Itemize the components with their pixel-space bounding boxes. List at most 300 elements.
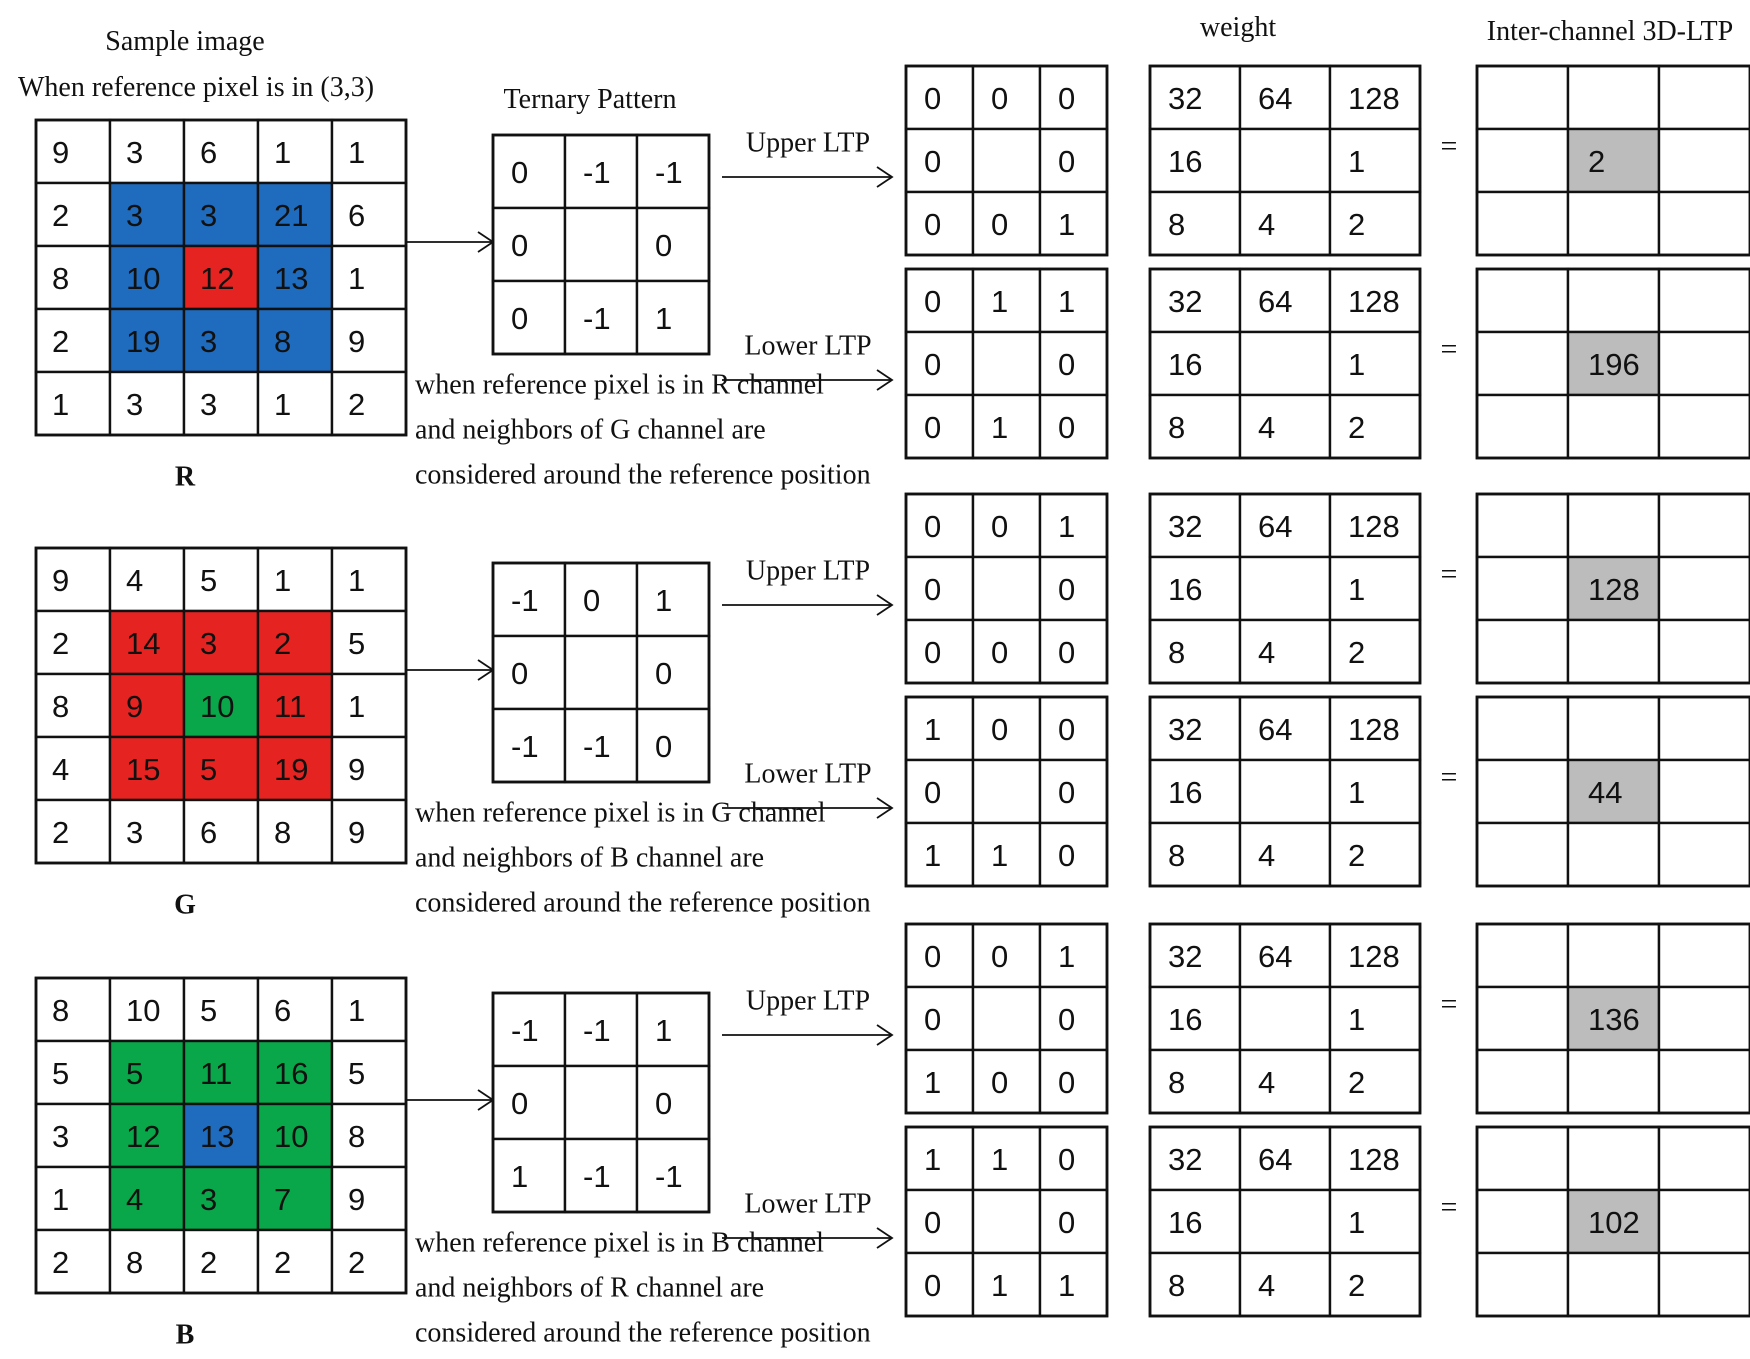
sample-matrix-b <box>36 978 406 1293</box>
upper-binary-pattern-cell <box>973 557 1040 620</box>
lower-binary-pattern <box>906 697 1107 886</box>
upper-ltp-result <box>1477 924 1750 1113</box>
sample-matrix-g-cell <box>110 674 184 737</box>
caption-line: when reference pixel is in G channel <box>415 797 826 829</box>
ternary-pattern-b-cell <box>637 1066 709 1139</box>
upper-binary-pattern-value: 0 <box>991 207 1009 242</box>
upper-ltp-arrow <box>722 167 892 187</box>
lower-weight-matrix-cell <box>1330 332 1420 395</box>
upper-ltp-arrow <box>722 1025 892 1045</box>
sample-matrix-b-cell <box>36 1104 110 1167</box>
ternary-pattern-g-value: 0 <box>511 656 529 691</box>
lower-weight-matrix-cell <box>1240 823 1330 886</box>
upper-binary-pattern-value: 1 <box>1058 207 1076 242</box>
upper-weight-matrix-cell <box>1240 192 1330 255</box>
lower-binary-pattern-value: 1 <box>991 284 1009 319</box>
sample-matrix-g-cell <box>184 548 258 611</box>
ternary-pattern-r-value: 1 <box>655 301 673 336</box>
lower-ltp-label: Lower LTP <box>744 330 872 362</box>
upper-weight-matrix-cell <box>1150 620 1240 683</box>
sample-matrix-g-value: 10 <box>200 689 235 724</box>
upper-ltp-result-cell <box>1659 1050 1750 1113</box>
sample-matrix-b-cell <box>332 978 406 1041</box>
upper-weight-matrix-cell <box>1330 192 1420 255</box>
lower-ltp-result-cell <box>1477 760 1568 823</box>
upper-ltp-result-cell <box>1568 66 1659 129</box>
ternary-pattern-r-value: 0 <box>511 155 529 190</box>
upper-ltp-result-cell <box>1568 129 1659 192</box>
lower-ltp-result-cell <box>1477 697 1568 760</box>
upper-weight-matrix-value: 1 <box>1348 1002 1366 1037</box>
upper-weight-matrix-value: 1 <box>1348 572 1366 607</box>
weight-title: weight <box>1199 12 1277 43</box>
ternary-pattern-r-value: 0 <box>655 228 673 263</box>
lower-ltp-result-cell <box>1659 269 1750 332</box>
lower-binary-pattern-value: 1 <box>991 838 1009 873</box>
sample-matrix-r-cell <box>110 120 184 183</box>
lower-ltp-result-cell <box>1568 1127 1659 1190</box>
upper-binary-pattern <box>906 494 1107 683</box>
lower-weight-matrix-value: 32 <box>1168 284 1203 319</box>
upper-binary-pattern-cell <box>973 987 1040 1050</box>
lower-binary-pattern-value: 0 <box>1058 775 1076 810</box>
upper-weight-matrix-cell <box>1330 129 1420 192</box>
lower-ltp-result-cell <box>1568 697 1659 760</box>
sample-matrix-r-cell <box>184 183 258 246</box>
sample-matrix-g-value: 1 <box>348 689 366 724</box>
upper-ltp-result-cell <box>1477 1050 1568 1113</box>
sample-matrix-g-value: 9 <box>348 815 366 850</box>
sample-matrix-b-value: 4 <box>126 1182 144 1217</box>
upper-weight-matrix-cell <box>1240 987 1330 1050</box>
sample-matrix-g-value: 1 <box>274 563 292 598</box>
lower-ltp-result-cell <box>1477 1253 1568 1316</box>
sample-matrix-b-value: 5 <box>348 1056 366 1091</box>
upper-weight-matrix-value: 64 <box>1258 939 1293 974</box>
upper-weight-matrix-cell <box>1240 129 1330 192</box>
sample-matrix-g-cell <box>110 548 184 611</box>
sample-matrix-g-value: 5 <box>200 752 218 787</box>
sample-matrix-g-value: 6 <box>200 815 218 850</box>
upper-binary-pattern-cell <box>973 129 1040 192</box>
sample-matrix-b-cell <box>110 1167 184 1230</box>
upper-weight-matrix-value: 8 <box>1168 1065 1186 1100</box>
ternary-pattern-r-cell <box>565 208 637 281</box>
upper-weight-matrix-value: 128 <box>1348 509 1400 544</box>
sample-matrix-r-value: 12 <box>200 261 235 296</box>
upper-binary-pattern-value: 0 <box>924 572 942 607</box>
upper-binary-pattern-value: 0 <box>1058 81 1076 116</box>
sample-matrix-g-value: 9 <box>126 689 144 724</box>
upper-weight-matrix-cell <box>1150 192 1240 255</box>
ternary-pattern-r-value: -1 <box>583 301 611 336</box>
ternary-pattern-b-cell <box>637 993 709 1066</box>
sample-matrix-r-cell <box>36 246 110 309</box>
lower-binary-pattern-cell <box>973 760 1040 823</box>
lower-ltp-result-cell <box>1659 1127 1750 1190</box>
ternary-pattern-r-cell <box>637 281 709 354</box>
lower-weight-matrix-value: 128 <box>1348 712 1400 747</box>
sample-matrix-g-value: 2 <box>274 626 292 661</box>
upper-binary-pattern-value: 0 <box>991 1065 1009 1100</box>
sample-matrix-g-value: 2 <box>52 626 70 661</box>
upper-weight-matrix-value: 2 <box>1348 635 1366 670</box>
sample-matrix-g-value: 5 <box>348 626 366 661</box>
upper-binary-pattern-value: 0 <box>924 635 942 670</box>
sample-image-title: Sample image <box>105 26 265 57</box>
upper-ltp-result-cell <box>1659 924 1750 987</box>
lower-weight-matrix-value: 128 <box>1348 284 1400 319</box>
ternary-pattern-b-value: -1 <box>583 1013 611 1048</box>
matrix-to-ternary-arrow <box>406 1090 493 1110</box>
lower-ltp-result-cell <box>1659 823 1750 886</box>
ternary-pattern-g-cell <box>637 636 709 709</box>
ternary-pattern-g-cell <box>637 563 709 636</box>
sample-matrix-g-cell <box>258 548 332 611</box>
sample-matrix-r-cell <box>332 120 406 183</box>
upper-ltp-result-cell <box>1659 129 1750 192</box>
channel-label-b: B <box>175 1319 195 1351</box>
sample-matrix-b-value: 5 <box>126 1056 144 1091</box>
upper-ltp-result-cell <box>1659 620 1750 683</box>
lower-binary-pattern <box>906 269 1107 458</box>
lower-ltp-result-cell <box>1477 332 1568 395</box>
lower-weight-matrix-value: 64 <box>1258 284 1293 319</box>
sample-matrix-r-cell <box>36 372 110 435</box>
sample-matrix-b-cell <box>184 1167 258 1230</box>
lower-ltp-result <box>1477 269 1750 458</box>
upper-binary-pattern-value: 0 <box>991 635 1009 670</box>
ternary-pattern-b-value: 1 <box>655 1013 673 1048</box>
sample-matrix-g-value: 4 <box>52 752 70 787</box>
upper-weight-matrix-value: 4 <box>1258 635 1276 670</box>
lower-ltp-label: Lower LTP <box>744 1188 872 1220</box>
lower-weight-matrix-value: 32 <box>1168 1142 1203 1177</box>
lower-weight-matrix-value: 16 <box>1168 775 1203 810</box>
sample-matrix-g-value: 3 <box>126 815 144 850</box>
lower-ltp-result <box>1477 1127 1750 1316</box>
sample-matrix-b-value: 9 <box>348 1182 366 1217</box>
upper-ltp-result-cell <box>1568 924 1659 987</box>
upper-weight-matrix-value: 1 <box>1348 144 1366 179</box>
upper-binary-pattern-value: 0 <box>991 509 1009 544</box>
ternary-pattern-g-value: -1 <box>511 583 539 618</box>
lower-weight-matrix-cell <box>1240 332 1330 395</box>
upper-weight-matrix-value: 128 <box>1348 939 1400 974</box>
ternary-pattern-g <box>493 563 709 782</box>
sample-matrix-g-cell <box>184 611 258 674</box>
lower-binary-pattern-cell <box>973 332 1040 395</box>
upper-binary-pattern-value: 1 <box>924 1065 942 1100</box>
upper-ltp-result-cell <box>1477 987 1568 1050</box>
sample-matrix-r-cell <box>258 372 332 435</box>
upper-weight-matrix-value: 16 <box>1168 572 1203 607</box>
sample-matrix-g-value: 11 <box>274 689 307 724</box>
ternary-pattern-r-value: 0 <box>511 301 529 336</box>
upper-binary-pattern-value: 0 <box>1058 144 1076 179</box>
upper-ltp-result-cell <box>1659 494 1750 557</box>
sample-matrix-b-cell <box>258 1167 332 1230</box>
ternary-pattern-g-cell <box>565 636 637 709</box>
ternary-pattern-b-cell <box>565 1066 637 1139</box>
sample-matrix-g-cell <box>36 737 110 800</box>
sample-matrix-g-value: 19 <box>274 752 309 787</box>
ternary-pattern-g-value: 1 <box>655 583 673 618</box>
lower-ltp-result-cell <box>1659 1190 1750 1253</box>
upper-weight-matrix-value: 2 <box>1348 207 1366 242</box>
lower-binary-pattern-value: 0 <box>1058 1205 1076 1240</box>
sample-matrix-b-cell <box>184 1230 258 1293</box>
sample-matrix-r-value: 21 <box>274 198 309 233</box>
lower-binary-pattern-cell <box>973 1190 1040 1253</box>
equals-sign: = <box>1440 557 1458 591</box>
upper-weight-matrix <box>1150 494 1420 683</box>
sample-matrix-r-cell <box>332 309 406 372</box>
upper-binary-pattern-value: 0 <box>1058 572 1076 607</box>
lower-binary-pattern-value: 0 <box>924 1205 942 1240</box>
sample-matrix-b-cell <box>36 978 110 1041</box>
upper-binary-pattern-value: 0 <box>924 144 942 179</box>
lower-binary-pattern-value: 0 <box>1058 1142 1076 1177</box>
ternary-pattern-g-cell <box>637 709 709 782</box>
ternary-pattern-g-value: 0 <box>655 729 673 764</box>
lower-binary-pattern-value: 1 <box>924 712 942 747</box>
lower-ltp-result-cell <box>1659 1253 1750 1316</box>
sample-matrix-b-cell <box>258 978 332 1041</box>
sample-matrix-b-value: 2 <box>52 1245 70 1280</box>
sample-matrix-r-cell <box>332 246 406 309</box>
sample-matrix-r-value: 3 <box>126 135 144 170</box>
ternary-pattern-b-value: 1 <box>511 1159 529 1194</box>
caption-line: considered around the reference position <box>415 1317 871 1349</box>
upper-binary-pattern-value: 0 <box>991 939 1009 974</box>
sample-matrix-b-value: 5 <box>200 993 218 1028</box>
lower-binary-pattern <box>906 1127 1107 1316</box>
sample-matrix-b-value: 3 <box>200 1182 218 1217</box>
upper-binary-pattern-value: 0 <box>924 939 942 974</box>
sample-matrix-r-cell <box>258 309 332 372</box>
ternary-pattern-r-cell <box>493 208 565 281</box>
sample-matrix-r-cell <box>36 309 110 372</box>
sample-matrix-g-value: 8 <box>52 689 70 724</box>
lower-weight-matrix-value: 8 <box>1168 1268 1186 1303</box>
lower-weight-matrix-value: 16 <box>1168 1205 1203 1240</box>
sample-matrix-r-cell <box>332 372 406 435</box>
lower-weight-matrix-cell <box>1150 1253 1240 1316</box>
ternary-pattern-r-value: 0 <box>511 228 529 263</box>
upper-binary-pattern-value: 0 <box>991 81 1009 116</box>
lower-weight-matrix-value: 1 <box>1348 347 1366 382</box>
sample-matrix-b-value: 5 <box>52 1056 70 1091</box>
lower-binary-pattern-value: 1 <box>1058 1268 1076 1303</box>
sample-matrix-r-value: 1 <box>52 387 70 422</box>
sample-matrix-r-value: 19 <box>126 324 161 359</box>
sample-matrix-b-cell <box>110 1041 184 1104</box>
lower-ltp-result-value: 102 <box>1588 1205 1640 1240</box>
ternary-pattern-b-value: -1 <box>583 1159 611 1194</box>
upper-binary-pattern-value: 1 <box>1058 509 1076 544</box>
lower-weight-matrix <box>1150 1127 1420 1316</box>
channel-label-r: R <box>174 461 196 493</box>
sample-matrix-r-cell <box>184 309 258 372</box>
lower-weight-matrix-value: 128 <box>1348 1142 1400 1177</box>
lower-ltp-result-value: 196 <box>1588 347 1640 382</box>
upper-weight-matrix-value: 32 <box>1168 81 1203 116</box>
sample-matrix-r-value: 6 <box>200 135 218 170</box>
lower-weight-matrix-value: 32 <box>1168 712 1203 747</box>
sample-matrix-b-cell <box>258 1230 332 1293</box>
lower-weight-matrix-value: 4 <box>1258 1268 1276 1303</box>
lower-ltp-result-cell <box>1568 1253 1659 1316</box>
lower-ltp-result-cell <box>1477 1127 1568 1190</box>
sample-matrix-b-value: 2 <box>200 1245 218 1280</box>
upper-binary-pattern-value: 0 <box>924 81 942 116</box>
caption-line: and neighbors of B channel are <box>415 842 765 874</box>
sample-matrix-b-value: 8 <box>52 993 70 1028</box>
upper-binary-pattern-value: 0 <box>1058 1065 1076 1100</box>
sample-matrix-r-value: 2 <box>348 387 366 422</box>
lower-weight-matrix <box>1150 269 1420 458</box>
sample-matrix-g-cell <box>332 674 406 737</box>
sample-matrix-b-cell <box>36 1167 110 1230</box>
sample-matrix-g-cell <box>36 611 110 674</box>
upper-ltp-result-cell <box>1477 924 1568 987</box>
lower-ltp-result-cell <box>1477 823 1568 886</box>
upper-weight-matrix-value: 64 <box>1258 81 1293 116</box>
equals-sign: = <box>1440 1190 1458 1224</box>
equals-sign: = <box>1440 332 1458 366</box>
lower-binary-pattern-value: 1 <box>991 1142 1009 1177</box>
sample-matrix-g-cell <box>332 800 406 863</box>
equals-sign: = <box>1440 987 1458 1021</box>
lower-ltp-result <box>1477 697 1750 886</box>
sample-matrix-g-value: 9 <box>52 563 70 598</box>
lower-weight-matrix-value: 2 <box>1348 410 1366 445</box>
sample-matrix-b-cell <box>110 1230 184 1293</box>
upper-binary-pattern-value: 0 <box>924 207 942 242</box>
lower-weight-matrix-value: 2 <box>1348 1268 1366 1303</box>
ternary-pattern-b-cell <box>493 1139 565 1212</box>
sample-matrix-g-value: 15 <box>126 752 161 787</box>
sample-matrix-r-value: 13 <box>274 261 309 296</box>
lower-weight-matrix-cell <box>1240 760 1330 823</box>
caption-line: when reference pixel is in B channel <box>415 1227 824 1259</box>
sample-matrix-b-value: 8 <box>348 1119 366 1154</box>
lower-weight-matrix-cell <box>1330 1190 1420 1253</box>
sample-image-subtitle: When reference pixel is in (3,3) <box>17 72 375 103</box>
lower-ltp-result-cell <box>1568 269 1659 332</box>
caption-line: and neighbors of R channel are <box>415 1272 765 1304</box>
upper-ltp-result-cell <box>1568 1050 1659 1113</box>
upper-weight-matrix-value: 16 <box>1168 144 1203 179</box>
sample-matrix-r-cell <box>110 183 184 246</box>
sample-matrix-g-value: 8 <box>274 815 292 850</box>
upper-ltp-label: Upper LTP <box>745 985 871 1017</box>
lower-binary-pattern-value: 0 <box>924 775 942 810</box>
ternary-pattern-r-value: -1 <box>655 155 683 190</box>
upper-binary-pattern-value: 0 <box>1058 1002 1076 1037</box>
ternary-pattern-r-cell <box>493 281 565 354</box>
upper-ltp-result-cell <box>1477 557 1568 620</box>
upper-weight-matrix-value: 32 <box>1168 509 1203 544</box>
upper-ltp-result-cell <box>1477 66 1568 129</box>
sample-matrix-r-value: 3 <box>126 387 144 422</box>
equals-sign: = <box>1440 129 1458 163</box>
upper-weight-matrix-value: 64 <box>1258 509 1293 544</box>
sample-matrix-g-value: 4 <box>126 563 144 598</box>
sample-matrix-g-cell <box>332 548 406 611</box>
sample-matrix-r-cell <box>332 183 406 246</box>
sample-matrix-r-cell <box>184 120 258 183</box>
lower-ltp-result-cell <box>1659 760 1750 823</box>
lower-weight-matrix-value: 16 <box>1168 347 1203 382</box>
result-title: Inter-channel 3D-LTP <box>1486 16 1734 47</box>
lower-binary-pattern-value: 0 <box>924 1268 942 1303</box>
ternary-pattern-g-cell <box>565 563 637 636</box>
sample-matrix-r-value: 9 <box>52 135 70 170</box>
ternary-pattern-r <box>493 135 709 354</box>
lower-weight-matrix <box>1150 697 1420 886</box>
upper-weight-matrix <box>1150 924 1420 1113</box>
lower-binary-pattern-value: 0 <box>1058 410 1076 445</box>
sample-matrix-b-cell <box>36 1041 110 1104</box>
sample-matrix-r-value: 3 <box>200 324 218 359</box>
ternary-pattern-title: Ternary Pattern <box>503 84 677 115</box>
lower-ltp-result-cell <box>1477 395 1568 458</box>
sample-matrix-b-cell <box>332 1230 406 1293</box>
sample-matrix-g-cell <box>36 800 110 863</box>
upper-weight-matrix-cell <box>1330 1050 1420 1113</box>
upper-binary-pattern <box>906 924 1107 1113</box>
upper-weight-matrix-value: 4 <box>1258 207 1276 242</box>
sample-matrix-r-value: 1 <box>348 135 366 170</box>
sample-matrix-b-value: 7 <box>274 1182 292 1217</box>
lower-weight-matrix-cell <box>1330 823 1420 886</box>
caption-line: considered around the reference position <box>415 887 871 919</box>
lower-ltp-result-cell <box>1477 269 1568 332</box>
lower-ltp-label: Lower LTP <box>744 758 872 790</box>
upper-binary-pattern <box>906 66 1107 255</box>
sample-matrix-r-value: 9 <box>348 324 366 359</box>
sample-matrix-b-value: 13 <box>200 1119 235 1154</box>
ternary-pattern-b-value: 0 <box>511 1086 529 1121</box>
upper-weight-matrix <box>1150 66 1420 255</box>
lower-weight-matrix-value: 64 <box>1258 1142 1293 1177</box>
ternary-pattern-r-value: -1 <box>583 155 611 190</box>
sample-matrix-r-value: 1 <box>274 387 292 422</box>
upper-ltp-result-cell <box>1477 129 1568 192</box>
upper-ltp-result <box>1477 66 1750 255</box>
sample-matrix-g-cell <box>36 674 110 737</box>
upper-ltp-arrow <box>722 595 892 615</box>
upper-weight-matrix-cell <box>1240 1050 1330 1113</box>
sample-matrix-r-cell <box>36 120 110 183</box>
lower-binary-pattern-value: 1 <box>1058 284 1076 319</box>
ternary-pattern-b-cell <box>493 1066 565 1139</box>
matrix-to-ternary-arrow <box>406 232 493 252</box>
upper-weight-matrix-value: 8 <box>1168 635 1186 670</box>
sample-matrix-b-cell <box>184 978 258 1041</box>
sample-matrix-r-value: 8 <box>52 261 70 296</box>
sample-matrix-b-value: 2 <box>348 1245 366 1280</box>
sample-matrix-g-cell <box>184 737 258 800</box>
sample-matrix-b-value: 11 <box>200 1056 233 1091</box>
lower-weight-matrix-cell <box>1240 395 1330 458</box>
lower-ltp-result-cell <box>1659 395 1750 458</box>
lower-binary-pattern-value: 1 <box>924 1142 942 1177</box>
sample-matrix-b-value: 12 <box>126 1119 161 1154</box>
sample-matrix-b-cell <box>332 1104 406 1167</box>
